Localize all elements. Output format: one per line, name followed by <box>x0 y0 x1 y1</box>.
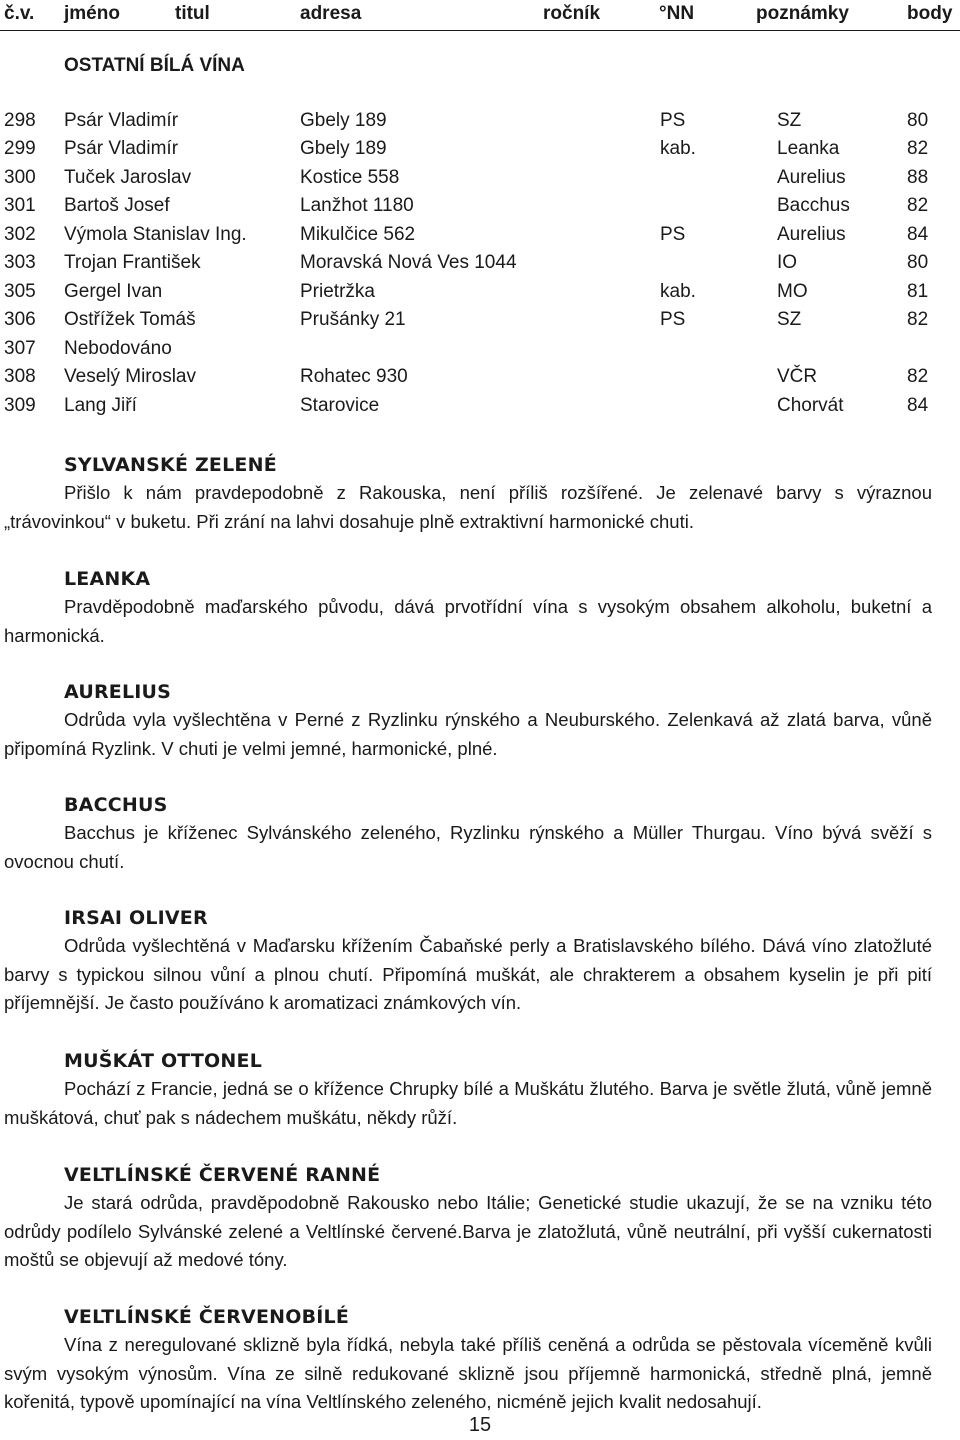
variety-note: VČR <box>777 366 818 387</box>
table-row <box>0 195 960 223</box>
grower-address: Kostice 558 <box>300 167 400 188</box>
entry-number: 302 <box>4 224 36 245</box>
grower-name: Gergel Ivan <box>64 281 163 302</box>
variety-text: Pochází z Francie, jedná se o křížence Chrupky bílé a Muškátu žlutého. Barva je světle žlutá, vůně jemně muškátová, chuť pak s nádechem muškátu, někdy růží. <box>4 1078 932 1128</box>
variety-title: VELTLÍNSKÉ ČERVENOBÍLÉ <box>64 1306 350 1328</box>
variety-note: Bacchus <box>777 195 850 216</box>
section-title: OSTATNÍ BÍLÁ VÍNA <box>64 55 245 76</box>
grower-name: Nebodováno <box>64 338 172 359</box>
grower-address: Starovice <box>300 395 380 416</box>
grower-name: Bartoš Josef <box>64 195 170 216</box>
variety-title: BACCHUS <box>64 794 168 816</box>
grower-address: Gbely 189 <box>300 138 387 159</box>
grower-address: Rohatec 930 <box>300 366 408 387</box>
page-number: 15 <box>468 1414 492 1436</box>
variety-description <box>4 451 932 536</box>
grower-name: Trojan František <box>64 252 201 273</box>
variety-description <box>4 791 932 876</box>
variety-text: Vína z neregulované sklizně byla řídká, nebyla také příliš ceněná a odrůda se pěstovala víceměně kvůli svým vysokým výnosům. Vína ze silně redukované sklizně jsou příjemně harmonická, středně plná, jemně kořenitá, typově upomínající na vína Veltlínského zeleného, nicméně jejich kvalit nedosahují. <box>4 1334 932 1412</box>
variety-description <box>4 565 932 650</box>
variety-title: IRSAI OLIVER <box>64 907 208 929</box>
grower-name: Tuček Jaroslav <box>64 167 192 188</box>
grower-name: Veselý Miroslav <box>64 366 196 387</box>
variety-description <box>4 904 932 1018</box>
header-rocnik: ročník <box>543 3 601 24</box>
grower-address: Mikulčice 562 <box>300 224 416 245</box>
grower-name: Psár Vladimír <box>64 110 179 131</box>
variety-description <box>4 1161 932 1275</box>
points-value: 82 <box>907 138 929 159</box>
table-row <box>0 138 960 166</box>
variety-text: Přišlo k nám pravdepodobně z Rakouska, není příliš rozšířené. Je zelenavé barvy s výraznou „trávovinkou“ v buketu. Při zrání na lahvi dosahuje plně extraktivní harmonické chuti. <box>4 482 932 532</box>
nn-value: kab. <box>660 281 696 302</box>
variety-description <box>4 678 932 763</box>
variety-text: Je stará odrůda, pravděpodobně Rakousko nebo Itálie; Genetické studie ukazují, že se na vzniku této odrůdy podílelo Sylvánské zelené a Veltlínské červené.Barva je zlatožlutá, vůně neutrální, při vyšší cukernatosti moštů se objevují až medové tóny. <box>4 1192 932 1270</box>
table-row <box>0 395 960 423</box>
points-value: 82 <box>907 366 929 387</box>
entry-number: 300 <box>4 167 36 188</box>
variety-text: Odrůda vyla vyšlechtěna v Perné z Ryzlinku rýnského a Neuburského. Zelenkavá až zlatá barva, vůně připomíná Ryzlink. V chuti je velmi jemné, harmonické, plné. <box>4 709 932 759</box>
nn-value: PS <box>660 110 686 131</box>
variety-title: SYLVANSKÉ ZELENÉ <box>64 454 277 476</box>
variety-text: Bacchus je kříženec Sylvánského zeleného, Ryzlinku rýnského a Müller Thurgau. Víno bývá svěží s ovocnou chutí. <box>4 822 932 872</box>
points-value: 82 <box>907 195 929 216</box>
table-row <box>0 309 960 337</box>
entry-number: 299 <box>4 138 36 159</box>
grower-name: Lang Jiří <box>64 395 137 416</box>
table-row <box>0 338 960 366</box>
table-row <box>0 110 960 138</box>
entry-number: 303 <box>4 252 36 273</box>
points-value: 80 <box>907 110 929 131</box>
header-adresa: adresa <box>300 3 362 24</box>
points-value: 80 <box>907 252 929 273</box>
nn-value: PS <box>660 309 686 330</box>
points-value: 82 <box>907 309 929 330</box>
variety-note: Aurelius <box>777 224 846 245</box>
variety-text: Odrůda vyšlechtěná v Maďarsku křížením Čabaňské perly a Bratislavského bílého. Dává víno zlatožluté barvy s typickou silnou vůní a plnou chutí. Připomíná muškát, ale chrakterem a obsahem kyselin je při pití příjemnější. Je často používáno k aromatizaci známkových vín. <box>4 935 932 1013</box>
grower-address: Moravská Nová Ves 1044 <box>300 252 517 273</box>
table-row <box>0 167 960 195</box>
points-value: 81 <box>907 281 929 302</box>
table-row <box>0 224 960 252</box>
table-row <box>0 281 960 309</box>
entry-number: 307 <box>4 338 36 359</box>
variety-description <box>4 1303 932 1417</box>
entry-number: 308 <box>4 366 36 387</box>
table-header <box>0 0 960 31</box>
grower-address: Prušánky 21 <box>300 309 406 330</box>
variety-note: SZ <box>777 309 802 330</box>
variety-note: SZ <box>777 110 802 131</box>
header-cv: č.v. <box>4 3 35 24</box>
header-body: body <box>907 3 953 24</box>
header-jmeno: jméno <box>64 3 120 24</box>
variety-description <box>4 1047 932 1132</box>
points-value: 88 <box>907 167 929 188</box>
header-titul: titul <box>175 3 210 24</box>
grower-name: Ostřížek Tomáš <box>64 309 196 330</box>
variety-title: MUŠKÁT OTTONEL <box>64 1050 262 1072</box>
nn-value: kab. <box>660 138 696 159</box>
points-value: 84 <box>907 224 929 245</box>
entry-number: 309 <box>4 395 36 416</box>
header-poznamky: poznámky <box>756 3 849 24</box>
entry-number: 298 <box>4 110 36 131</box>
table-row <box>0 366 960 394</box>
grower-address: Gbely 189 <box>300 110 387 131</box>
variety-note: Leanka <box>777 138 840 159</box>
grower-address: Prietržka <box>300 281 375 302</box>
variety-text: Pravděpodobně maďarského původu, dává prvotřídní vína s vysokým obsahem alkoholu, buketní a harmonická. <box>4 596 932 646</box>
variety-title: AURELIUS <box>64 681 172 703</box>
variety-note: MO <box>777 281 808 302</box>
header-nn: °NN <box>659 3 695 24</box>
variety-title: VELTLÍNSKÉ ČERVENÉ RANNÉ <box>64 1164 381 1186</box>
grower-name: Výmola Stanislav Ing. <box>64 224 247 245</box>
variety-note: Aurelius <box>777 167 846 188</box>
points-value: 84 <box>907 395 929 416</box>
entry-number: 305 <box>4 281 36 302</box>
variety-note: Chorvát <box>777 395 844 416</box>
entry-number: 301 <box>4 195 36 216</box>
grower-address: Lanžhot 1180 <box>300 195 414 216</box>
nn-value: PS <box>660 224 686 245</box>
variety-note: IO <box>777 252 798 273</box>
variety-title: LEANKA <box>64 568 151 590</box>
table-row <box>0 252 960 280</box>
entry-number: 306 <box>4 309 36 330</box>
grower-name: Psár Vladimír <box>64 138 179 159</box>
